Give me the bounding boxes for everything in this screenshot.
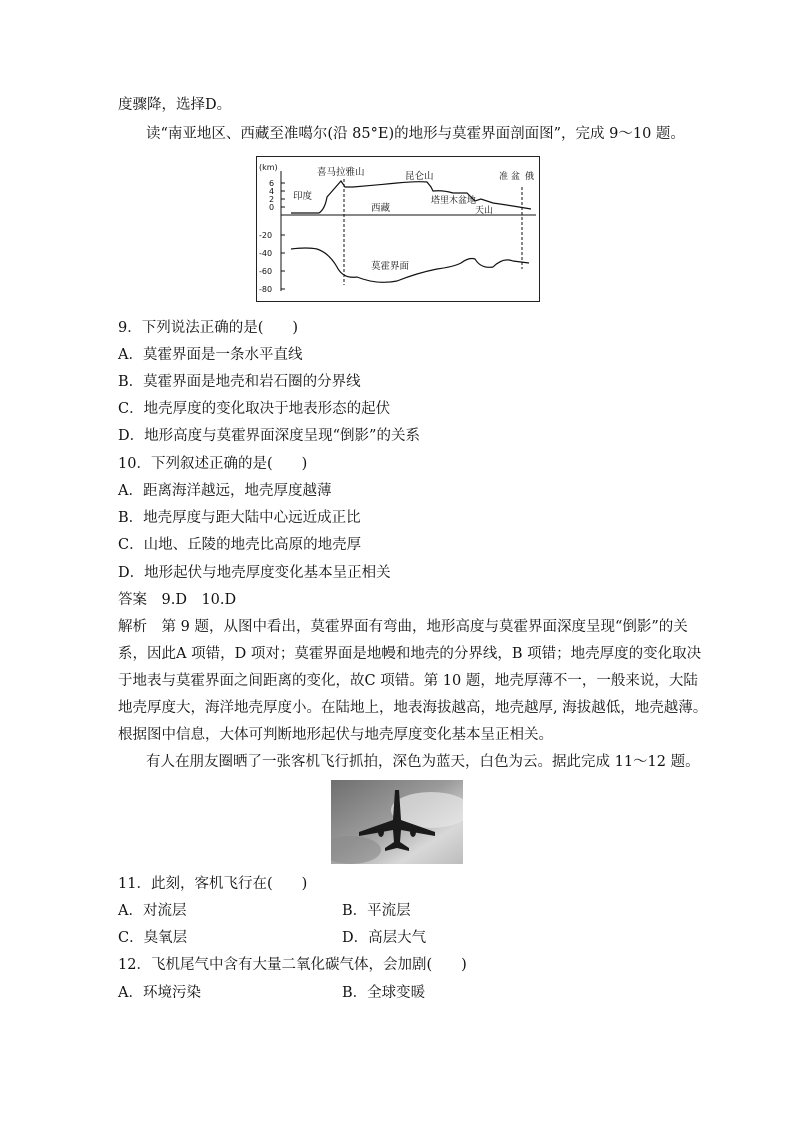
label-xizang: 西藏	[371, 203, 391, 214]
tick-m80: -80	[259, 285, 273, 294]
tick-2: 2	[269, 195, 275, 204]
explanation-line-3: 于地表与莫霍界面之间距离的变化，故C 项错。第 10 题，地壳厚薄不一，一般来说，大陆	[118, 673, 698, 689]
figure-intro: 读“南亚地区、西藏至准噶尔(沿 85°E)的地形与莫霍界面剖面图”，完成 9～10 题。	[146, 126, 685, 142]
tick-0: 0	[269, 203, 275, 212]
tick-m20: -20	[259, 231, 273, 240]
q9-option-a: A．莫霍界面是一条水平直线	[118, 347, 303, 363]
terrain-line	[291, 181, 531, 213]
airplane-photo	[331, 780, 463, 864]
explanation-line-5: 根据图中信息，大体可判断地形起伏与地壳厚度变化基本呈正相关。	[118, 727, 553, 743]
explanation-line-1: 解析 第 9 题，从图中看出，莫霍界面有弯曲，地形高度与莫霍界面深度呈现“倒影”的关	[118, 619, 688, 635]
explanation-line-2: 系，因此A 项错，D 项对；莫霍界面是地幔和地壳的分界线，B 项错；地壳厚度的变化取决	[118, 646, 702, 662]
q9-option-c: C．地壳厚度的变化取决于地表形态的起伏	[118, 401, 391, 417]
label-tarim: 塔里木盆地	[431, 196, 477, 206]
label-russia: 俄	[525, 172, 535, 182]
label-tianshan: 天山	[475, 206, 494, 216]
explanation-line-4: 地壳厚度大，海洋地壳厚度小。在陆地上，地表海拔越高，地壳越厚, 海拔越低，地壳越薄。	[118, 700, 708, 716]
q10-option-d: D．地形起伏与地壳厚度变化基本呈正相关	[118, 565, 391, 581]
q10-option-c: C．山地、丘陵的地壳比高原的地壳厚	[118, 537, 362, 553]
q11-option-b: B．平流层	[342, 903, 411, 919]
label-kunlun: 昆仑山	[405, 171, 434, 182]
question-11: 11．此刻，客机飞行在( )	[118, 876, 308, 892]
label-junggar: 准	[499, 172, 509, 182]
moho-profile-figure	[256, 156, 540, 302]
q10-option-b: B．地壳厚度与距大陆中心远近成正比	[118, 510, 361, 526]
tick-6: 6	[269, 179, 275, 188]
intro-11-12: 有人在朋友圈晒了一张客机飞行抓拍，深色为蓝天，白色为云。据此完成 11～12 题。	[146, 754, 700, 770]
label-himalaya: 喜马拉雅山	[317, 167, 365, 178]
q12-option-a: A．环境污染	[118, 985, 201, 1001]
q11-option-a: A．对流层	[118, 903, 187, 919]
moho-line	[291, 248, 529, 282]
label-basin: 盆	[511, 172, 521, 182]
question-12: 12．飞机尾气中含有大量二氧化碳气体，会加剧( )	[118, 957, 467, 973]
text-line: 度骤降，选择D。	[118, 97, 232, 113]
q9-option-d: D．地形高度与莫霍界面深度呈现“倒影”的关系	[118, 428, 420, 444]
profile-chart	[257, 157, 541, 303]
question-10: 10．下列叙述正确的是( )	[118, 456, 308, 472]
tick-4: 4	[269, 187, 275, 196]
q11-option-d: D．高层大气	[342, 930, 427, 946]
label-india: 印度	[293, 191, 313, 202]
q10-option-a: A．距离海洋越远，地壳厚度越薄	[118, 483, 332, 499]
q11-option-c: C．臭氧层	[118, 930, 188, 946]
answer-line: 答案 9.D 10.D	[118, 592, 237, 608]
tick-m60: -60	[259, 267, 273, 276]
label-moho: 莫霍界面	[371, 261, 410, 272]
q12-option-b: B．全球变暖	[342, 985, 426, 1001]
unit-label: (km)	[259, 163, 278, 172]
q9-option-b: B．莫霍界面是地壳和岩石圈的分界线	[118, 374, 361, 390]
tick-m40: -40	[259, 249, 273, 258]
question-9: 9．下列说法正确的是( )	[118, 320, 299, 336]
